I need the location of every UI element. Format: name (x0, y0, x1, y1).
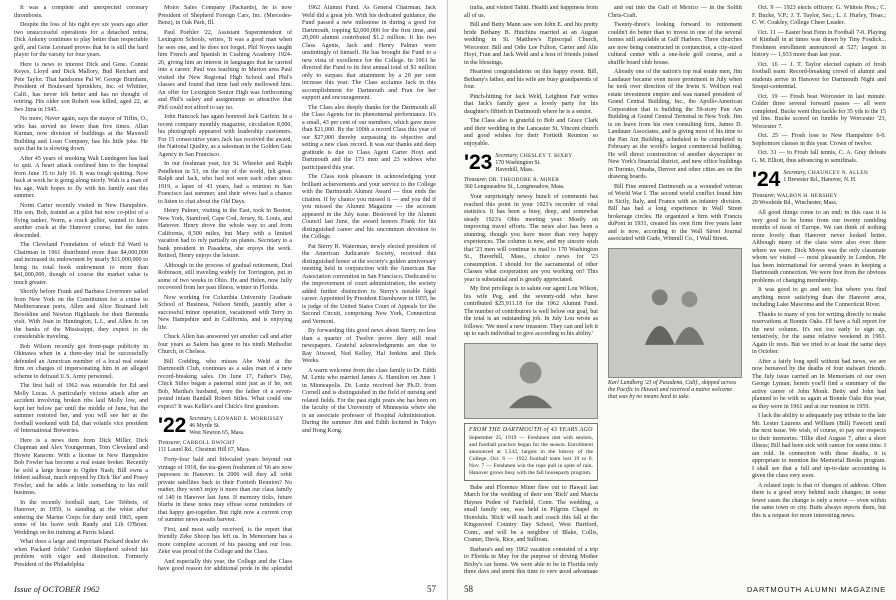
page-footer-left (0, 584, 448, 594)
box-title: FROM THE DARTMOUTH of 43 YEARS AGO (469, 426, 593, 433)
paragraph: Barbara's and my 1962 vacation consisted of a trip to Florida in May for the purpose of driving Mother Bixby's car home. We were able to be in Florida only three days and spent this time to very good advantage (464, 546, 598, 573)
paragraph: A warm welcome from the class family to Dr. Edith M. Lentz who married James A. Hamilton on June 1 in Minneapolis. Dr. Lentz received her Ph.D. from Cornell and is distinguished in the field of nursing and related fields. For the past eight years she has been on the faculty of the University of Minnesota where she is an associate professor of Hospital Administration. During the summer Jim and Edith lectured in Tokyo and Hong Kong. (302, 367, 436, 434)
secretary-name: LEONARD E. MORRISSEY (213, 416, 284, 422)
paragraph: Henry Palmer, visiting in the East, took in Boston, New York, Stamford, Cape Cod, Jersey, St. Louis, and Hanover. Henry drove the whole way to and from California, 8,500 miles, but Mary with a limited vacation had to rely partially on planes. Secretary to a bank president in Pasadena, she enjoys the work. Retired, Henry enjoys the leisure. (158, 208, 292, 259)
paragraph: Bill and Betty Mann saw son John E. and his pretty bride Bethany B. Hutchins married at an August wedding in St. Matthew's Episcopal Church, Worcester. Bill and Odie Lee Fulton, Carter and Alie Hoyt, Fran and Jack Weld and a host of friends joined in the blessings. (464, 22, 598, 66)
paragraph: Here is a news item from Dick Miller, Dick Chapman and Alex Youngerman, Tom Cleveland and Howie Ransom. With a license in New Hampshire Bob Fowler has become a real estate broker. Recently he sold a large house to Ogden Nash; Bill owns a trident sailboat, much enjoyed by Dick 'Ike' and Posey Fowler, and he adds a little something to his mill business. (14, 437, 148, 496)
paragraph: Heartiest congratulations on this happy event. Bill, Bethany's father, and his wife are busy grandparents of four. (464, 69, 598, 90)
treasurer-name: DR. THEODORE R. MINER (488, 177, 560, 183)
right-column-3 (752, 5, 886, 573)
box-text: September 25, 1919 — Freshmen met with seniors, and football practice began for the season. Enrollment announced at 1,542, largest in the history of the College. Oct. 6 — 1922 football team lost 19 to 0. Nov. 7 — Freshmen win the rope pull in spite of rain. Hanover grows busy with the fall houseparty program. (469, 434, 593, 476)
treasurer-label: Treasurer, (464, 177, 488, 183)
paragraph: Paul Poehler '22, Assistant Superintendent of Lexington Schools, writes, 'It was a good man when he sees one, and he does not forget. Phil Noyes taught him French and Spanish in Cushing Academy 1924-26, giving him an interest in languages that he carried into a career. Paul was teaching in Marion area Paul visited the New Regional High School and Phil's classes and found that time had only mellowed him. An offer for Lexington Senior High was forthcoming and Phil's salary and assignments so attractive that Phil could not afford to say no. (158, 29, 292, 111)
secretary-city: West Newton 65, Mass. (189, 430, 245, 436)
secretary-name: CHESLEY T. BIXBY (519, 153, 573, 159)
right-page (448, 0, 896, 600)
paragraph: In our freshman year, Ice St. Wheeler and Ralph Pendleton in 53, on the top of the world, felt great. Ralph and Jack, who had not seen each other since 1919, a lapse of 43 years, had a reunion in San Francisco last summer, and their wives had a chance to listen to chat about the Old Days. (158, 161, 292, 205)
paragraph: Here is news to interest Dick and Gene. Connie Keyes, Lloyd and Dick Mallory, Bud Reichart and Pete Taylor. That handsome Pal W. George Burnham, President of Boulevard Sprinklers, Inc. of Whittier, Calif., has never felt better and has no thought of retiring. His older son Robert was killed, aged 22, at Iwo Jima in 1945. (14, 61, 148, 113)
paragraph: Babe and Florence Miner flew out to Hawaii last March for the wedding of their son 'Rich' and Marcia Haynes Peden of Fairfield, Conn. The wedding, a small family one, was held in Pilgrim Chapel in Honolulu. 'Rich' will teach and coach this fall at the Kingswood Country Day School, West Hartford, Conn., and will be a neighbor of Blake, Collis, Cramer, Davis, Rice, and Sullivan. (464, 484, 598, 543)
paragraph: Despite the loss of his right eye six years ago after two unsuccessful operations for a detached retina, Dick Ankeny continues to play better than respectable golf, and Gene Leonard proves that he is still the hard player for the varsity for four years. (14, 22, 148, 58)
page-footer-right (448, 584, 896, 594)
photo-caption: Karl Lundberg '23 of Pasadena, Calif., skipped across the Pacific to Hawaii and received a native welcome that was by no means hard to take. (608, 379, 737, 400)
paragraph: Twenty-three's looking forward to retirement couldn't do better than to invest in one of the several homes still available at Gulf Harbors. Three churches are now being constructed in conjunction, a city-sized cultural center with a one-hole golf course, and a shuffle board club house. (608, 22, 742, 66)
paragraph: Bob Wilson recently got front-page publicity in Okinawa when in a three-day trial he successfully defended an American member of a local real estate firm on charges of impersonating him in an alleged scheme to defraud U.S. Army personnel. (14, 343, 148, 380)
paragraph: Now working for Columbia University Graduate School of Business, Nelson Smith, jauntily after a successful minor operation, vacationed with Terry in New Hampshire and in California, and is enjoying life. (158, 294, 292, 331)
paragraph: Shortly before Frank and Barbara Livermore sailed from New York on the Constitution for a cruise to Mediterranean ports, Allen and Alice Brainard left Brookline and Newton Highlands for their Bermuda visit. With Joan in Huntington, L.I., and Allen Jr. on the banks of the Mississippi, they expect to do considerable traveling. (14, 289, 148, 340)
paragraph: I lack the ability to adequately pay tribute to the late Mr. Lester Laurens and William (Bill) Fawcett until the next issue. We wish, of course, to pay our respects to their memories. Tillie died August 7, after a short illness; Bill had been sick with cancer for some time. I am told. In connection with these deaths, it is appropriate to mention the Memorial Books program. I shall see that a full and up-to-date accounting is given the class very soon. (752, 413, 886, 479)
left-column-2 (158, 5, 292, 573)
right-column-2 (608, 5, 742, 573)
photo-jim-landauer (464, 343, 598, 419)
paragraph: Although in the process of gradual retirement, Dud Robinson, still traveling widely for Torrington, put in some of two weeks in Ohio. He and Helen, now fully recovered from her past illness, winter in Florida. (158, 262, 292, 291)
left-column-3 (302, 5, 436, 573)
paragraph: Oct. 16 — J. T. Taylor elected captain of frosh football team. Record-breaking crowd of alumni and students arrive in Hanover for Dartmouth Night and Sesqui-centennial. (752, 61, 886, 90)
paragraph: Oct. 9 — 1923 elects officers: G. Whiteis Pres.; C. F. Bucke, V.P.; J. T. Taylor, Sec.; L. J. Hurley, Treas.; C. W. Coakley, College Cheer Leader. (752, 5, 886, 26)
treasurer-name: CARROLL DWIGHT (182, 440, 236, 446)
people-photo-icon (635, 261, 714, 363)
paragraph: Norm Carter recently visited in New Hampshire. His son, Bob, trained as a pilot but now co-pilot of a flying tanker, Norm, a crack golfer, wanted to have another crack at the Hanover course, but the rains descended. (14, 202, 148, 239)
paragraph: What does a large and important Packard dealer do when Packard folds? Gordon Shepherd solved his problem with vigor and distinction. Formerly President of the Philadelphia (14, 539, 148, 568)
class-year: '23 (464, 151, 493, 174)
class-header-24 (752, 170, 886, 190)
dartmouth-43-years-ago-box (464, 423, 598, 481)
paragraph: It was good to go and see; but where you find anything more satisfying than the Hanover area, including Lake Mascoma and the Connecticut River. (752, 287, 886, 308)
paragraph: After 45 years of smoking Walt Lundegren has had to quit. A heart attack confined him to the hospital from June 15 to July 10. It was tough quitting. Now back at work he is going along nicely. Walt is a man of his age, Walt hopes to fly with his family east this summer. (14, 155, 148, 199)
class-header-22 (158, 416, 292, 437)
treasurer-address: 360 Longmeadow St., Longmeadow, Mass. (464, 184, 565, 190)
portrait-icon (491, 351, 570, 410)
paragraph: It was a complete and unexpected coronary thrombosis. (14, 5, 148, 19)
paragraph: The first half of 1962 was miserable for Ed and Molly Lucas. A particularly vicious attack after an accident involving broken ribs laid Molly low, and kept her below par until the middle of June, but the summer restored her, and you will see her at the football weekend with Ed, that volatile vice president of International Breweries. (14, 383, 148, 434)
secretary-name: CHAUNCEY N. ALLEN (807, 170, 869, 176)
secretary-label: Secretary, (495, 153, 519, 159)
secretary-address: 1 Brewster Rd., Hanover, N. H. (783, 177, 857, 183)
paragraph: Motor Sales Company (Packards), he is now President of Shepherd Foreign Cars, Inc. (Mercedes-Benz), in Oak Park, Ill. (158, 5, 292, 26)
paragraph: No more, Never again, says the mayor of Tiffin, O., who has served no fewer than five times. Allan Kurnan, now division of buildings at the Maxwell Building and Loan Company, has his little joke. He says that he is slowing down. (14, 116, 148, 152)
treasurer-label: Treasurer, (158, 440, 182, 446)
paragraph: Oct. 31 — to Frosh fall tennis, C. A. Gray defeats G. M. Elliott, thus advancing to semifinals. (752, 150, 886, 164)
paragraph: 1962 Alumni Fund. As General Chairman, Jack Weld did a great job. With his dedicated guidance, the Fund passed a new milestone in during a good for Dartmouth, topping $2,000,000 for the first time, and 20,000 alumni contributed $1.2 million. It his two Class Agents, Jack and Henry Palmer were unstintingly of himself. He has brought the Fund to a new vista of excellence for the College. In 1961 he directed the Fund to its first annual total of $1 million only to surpass that attainment by a 20 per cent increase this year. The Class acclaims Jack in this accomplishment for Dartmouth and Fran for her support and encouragement. (302, 5, 436, 101)
paragraph: In the recently football start, Lee Tebbets, of Hanover, in 1959, is standing at the whist after entering the Marine Corps for duty until 1965, spent some of his leave with Randy and Lib O'Brien. Weddings on his training at Parris Island. (14, 499, 148, 536)
secretary-label: Secretary, (783, 170, 807, 176)
secretary-label: Secretary, (189, 416, 213, 422)
paragraph: Oct. 25 — Frosh lose to New Hampshire 6-0. Sophomore classes in this year. Crown of twelve. (752, 133, 886, 147)
paragraph: All good things come to an end; in this case it is very good to be home from our twenty rambling months of most of Europe. We can think of nothing more lovely than Hanover never looked better. Although many of the class were also over there where we were. Dick Moyes was the only classmate whom we visited — most pleasantly in London. He has been international for several years in keeping a Dartmouth connection. We were free from the obvious problems of changing membership. (752, 210, 886, 284)
paragraph: First, and most sadly received, is the report that friendly Zeke Shoop has left us. In Memoriam has a more complete account of his passing and our loss. Zeke was proud of the College and the Class. (158, 526, 292, 555)
class-header-23 (464, 153, 598, 174)
issue-label: Issue of OCTOBER 1962 (14, 584, 100, 594)
photo-karl-lundberg (608, 248, 742, 378)
left-column-1 (14, 5, 148, 573)
magazine-title: DARTMOUTH ALUMNI MAGAZINE (746, 585, 886, 594)
page-number: 58 (464, 584, 473, 594)
paragraph: Forty-four bald and bifocaled years beyond our vintage of 1918, the tea-green freshmen of '66 are now papooses in Hanover. In 2006 will they all orbit private satellites back to their Fortieth Reunion? No matter, they won't enjoy it more than our class family of 140 in Hanover last June. If memory ticks, future blurbs in these notes may effuse some reminders of that happy get-together. But right now a current crop of summer news awaits harvest. (158, 457, 292, 523)
page-number: 57 (427, 584, 436, 594)
paragraph: By forwarding this good news about Sterry, no less than a quarter of Twelve prove they still read newspapers. Grateful acknowledgments are due to Ray Atwood, Ned Kelley, Hal Jenkins and Dick Weeks. (302, 328, 436, 364)
paragraph: Your surprisingly newsy bunch of comments has reached this point in your 1923's recorder of vital statistics. It has been a busy, deep, and somewhat steady 1923's Ohio meeting year. Mostly on improving travel efforts. The news also has been a stunning, though you have more than very happy experiences. The column is new, and my sincere wish that '23 men will continue to mail to 170 Washington St., Haverhill, Mass., choice news for '23 consumption. I should for the sacramental of other Classes what cooperation are you working on? This year is substantial and is greatly appreciated. (464, 194, 598, 283)
paragraph: Chuck Allen has answered yet another call and after four years as Salem has gone to his ninth Methodist Church, in Chelsea. (158, 334, 292, 355)
paragraph: Bill Fine entered Dartmouth as a wounded veteran of World War I. The second world conflict found him in Sicily, Italy, and France with an infantry division. Bill has had a long experience in Wall Street brokerage circles. He organized a firm with Francis duPont in 1931, created his own firm five years later and is now, according to the Wall Street Journal associated with Gude, Winmill Co., I Wall Street. (608, 183, 742, 242)
class-year: '22 (158, 414, 187, 437)
secretary-address: 170 Washington St. (495, 160, 541, 166)
paragraph: A related topic is that of changes of address. Often there is a good story behind such changes; in some fewer cases the change is only a move — even within the same town or city. Butts always reports them, but this is a request for more interesting news. (752, 482, 886, 519)
class-year: '24 (752, 168, 781, 191)
paragraph: Oct. 19 — Frosh beat Worcester in last minute. Colder three several forward passes — all were completed. Bucke went thru tackle for 35 yds to the 15 yd line. Bucke scored on fumble by Worcester '23, Worcester 7. (752, 93, 886, 130)
paragraph: The Class also is grateful to Bob and Grace Clark and their wedding in the Lancaster St. Vincent church and good wishes for their Fortieth Reunion so enjoyable. (464, 118, 598, 147)
paragraph: John Hancock has again honored Jack Garfein. In a recent company monthly magazine, circulation 8,000, his photograph appeared with leadership customers. For 15 consecutive years Jack has received the award, the National Quality, as a salesman in the Golden Gate Agency in San Francisco. (158, 114, 292, 158)
paragraph: Bill Codding, who misses Abe Weld at the Dartmouth Club, continues as a sales man of a new record-breaking sales. On June 17, Father's Day, Chick Stiles began a paternal stint just as if he, not Bob, Martha's husband, were the father of a seven-pound infant Randall Robert Stiles. What could one expect? It was Kellie's and Chick's first grandson. (158, 358, 292, 410)
paragraph: Pinch-hitting for Jack Weld, Leighton Fair writes that Jack's family gave a lovely party for his daughter's fiftieth in Dartmouth where he is a senior. (464, 93, 598, 115)
treasurer-name: WALBON H. HERSHEY (776, 193, 838, 199)
paragraph: Pat Sterry R. Waterman, newly elected president of the American Judicature Society, received this distinguished honor at the society's golden anniversary meeting held in conjunction with the American Bar Association convention in San Francisco. Dedicated to the improvement of court administration, the society added further distinction to Sterry's notable legal career. Appointed by President Eisenhower in 1955, he is judge of the United States Court of Appeals for the Second Circuit, comprising New York, Connecticut and Vermont. (302, 243, 436, 325)
treasurer-label: Treasurer, (752, 193, 776, 199)
paragraph: After a fairly long spell without bad news, we are now bereaved by the deaths of four stalwart friends. The July issue carried an In Memoriam of our own George Lyman; herein you'll find a summary of the active career of John Monk. Betty and John had planned to be with us again at Bonnie Oaks this year, as they were in 1961 and at our reunion in 1959. (752, 358, 886, 410)
paragraph: The Cleveland Foundation of which Ed Ward is Chairman in 1961 distributed more than $4,000,000 and increased its endowment by nearly $11,000,000 to bring its total book endowment to more than $41,000,000, though of course the market value is much greater. (14, 242, 148, 286)
secretary-address: 46 Myrtle St. (189, 423, 221, 429)
paragraph: and out into the Gulf of Mexico — in the Sollitt Chris-Craft. (608, 5, 742, 19)
paragraph: The Class also deeply thanks for the Dartmouth all the Class Agents for its phenomenal performance. It's a small, 43 per cent of our members, which gave more than $21,000. By the 100th a record Class this year of our $27,000 thereby surpassing its objective and setting a new class record. It was our thanks and deep gratitude is due to Class Agent Carter Hoyt and Dartmouth and the 173 men and 23 widows who participated this year. (302, 104, 436, 171)
paragraph: Thanks to many of you for writing directly to make reservations at Bonnie Oaks. I'll have a full report for the next column. It's not too early to sign up, tentatively, for the same relative weekend in 1963. Again ilr rests. But we tried to at least the same days in October. (752, 311, 886, 355)
right-column-1 (464, 5, 598, 573)
paragraph: My first privilege is to salute our agent Lou Wilson, his wife Peg, and the seventy-odd who have contributed $25,911.18 for the 1962 Alumni Fund. The number of contributors is well below our goal, but the total is an outstanding job. In July Lou wrote as follows: 'We need a new treasurer. They can and left it up to each individual to give according to his ability.' (464, 286, 598, 337)
paragraph: Oct. 11 — Easter beat Fenn in Football 7-0. Playing of Kimball in at times was drawn by Tiny Fosdick... Freshmen enrollment announced at 527; largest in history — 1,933 more than last year. (752, 29, 886, 58)
paragraph: The Class took pleasure in acknowledging your brilliant achievements and your service to the College with the Dartmouth Alumni Award — thus ends the citation. If by chance you missed it — and you did if you missed the Alumni Magazine — the account appeared in the July issue. Bestowed by the Alumni Council last June, the award honors Frank for his distinguished career and his uncommon devotion to the College. (302, 174, 436, 240)
treasurer-address: 111 Laurel Rd., Chestnut Hill 67, Mass. (158, 447, 251, 453)
paragraph: tralia, and visited Tahiti. Health and happiness from all of us. (464, 5, 598, 19)
secretary-city: Haverhill, Mass. (495, 167, 534, 173)
paragraph: Already one of the nation's top real estate men, Jim Landauer became even more prominent in July when he took over direction of the Irwin S. Wolfson real estate investment empire and was named president of Grand Central Building, Inc., the Apollo-American Corporation that is building the 59-story Pan Am Building at Grand Central Terminal in New York. Jim is on leave from his own consulting firm, James D. Landauer Associates, and is giving most of his time to the Pan Am Building, scheduled to be completed in February as the world's largest commercial building. He will direct construction of another skyscraper in New York's financial district, and new office buildings in Toronto, Omaha, Denver and other cities are on the drawing boards. (608, 69, 742, 180)
treasurer-address: 29 Woodside Rd., Winchester, Mass. (752, 200, 838, 206)
paragraph: And especially this year, the College and the Class have good reason for additional pride in the splendid (158, 558, 292, 572)
